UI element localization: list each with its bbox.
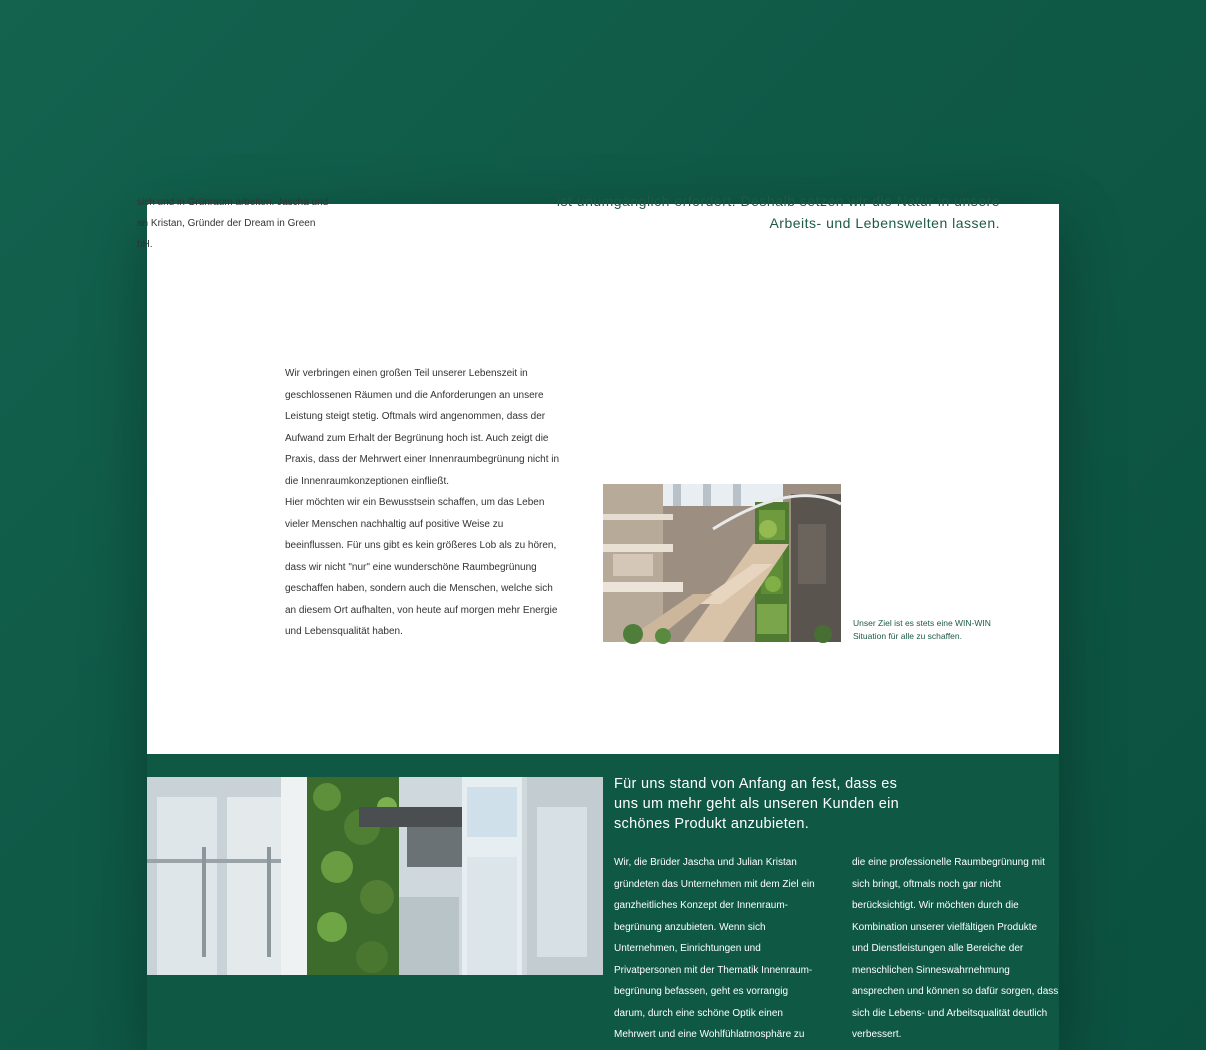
intro-left-line: an Kristan, Gründer der Dream in Green xyxy=(137,218,316,229)
lobby-green-wall-image xyxy=(147,777,603,975)
atrium-green-wall-image xyxy=(603,484,841,642)
body-paragraph-2: Hier möchten wir ein Bewusstsein schaffen, um das Leben vieler Menschen nachhaltig auf positive Weise zu beeinflussen. Für uns gibt es kein größeres Lob als zu hören, dass wir nicht "nur" eine wunderschöne Raumbegrünung geschaffen haben, sondern auch die Menschen, welche sich an diesem Ort aufhalten, von heute auf morgen mehr Energie und Lebensqualität haben. xyxy=(285,497,558,637)
body-text xyxy=(285,363,597,643)
section-headline: Für uns stand von Anfang an fest, dass es uns um mehr geht als unseren Kunden ein schönes Produkt anzubieten. xyxy=(614,776,899,832)
intro-right-quote xyxy=(480,190,1000,234)
intro-right-line: ist unumgänglich erfordert. Deshalb setzen wir die Natur in unsere xyxy=(556,193,1000,209)
white-content-section xyxy=(137,193,1059,754)
body-paragraph-1: Wir verbringen einen großen Teil unserer Lebenszeit in geschlossenen Räumen und die Anforderungen an unsere Leistung steigt stetig. Oftmals wird angenommen, dass der Aufwand zum Erhalt der Begrünung hoch ist. Auch zeigt die Praxis, dass der Mehrwert einer Innenraumbegrünung nicht in die Innenraumkonzeptionen einfließt. xyxy=(285,368,560,487)
intro-left-text xyxy=(137,192,347,255)
green-content-section xyxy=(147,754,1059,1050)
intro-left-line: sich und in Grünraum arbeiten. Jascha und xyxy=(137,197,329,208)
text-column-2: die eine professionelle Raumbegrünung mit sich bringt, oftmals noch gar nicht berücksichtigt. Wir möchten durch die Kombination unserer vielfältigen Produkte und Dienstleistungen alle Bereiche der menschlichen Sinneswahrnehmung ansprechen und können so dafür sorgen, dass sich die Lebens- und Arbeitsqualität deutlich verbessert. xyxy=(852,857,1059,1040)
text-column-1: Wir, die Brüder Jascha und Julian Kristan gründeten das Unternehmen mit dem Ziel ein ganzheitliches Konzept der Innenraum- begrünung anzubieten. Wenn sich Unternehmen, Einrichtungen und Privatpersonen mit der Thematik Innenraum- begrünung befassen, geht es vorrangig darum, durch eine schöne Optik einen Mehrwert und eine Wohlfühlatmosphäre zu xyxy=(614,857,815,1040)
intro-left-line: bH. xyxy=(137,239,153,250)
win-win-caption: Unser Ziel ist es stets eine WIN-WIN Situation für alle zu schaffen. xyxy=(853,618,991,641)
intro-right-line: Arbeits- und Lebenswelten lassen. xyxy=(769,215,1000,231)
